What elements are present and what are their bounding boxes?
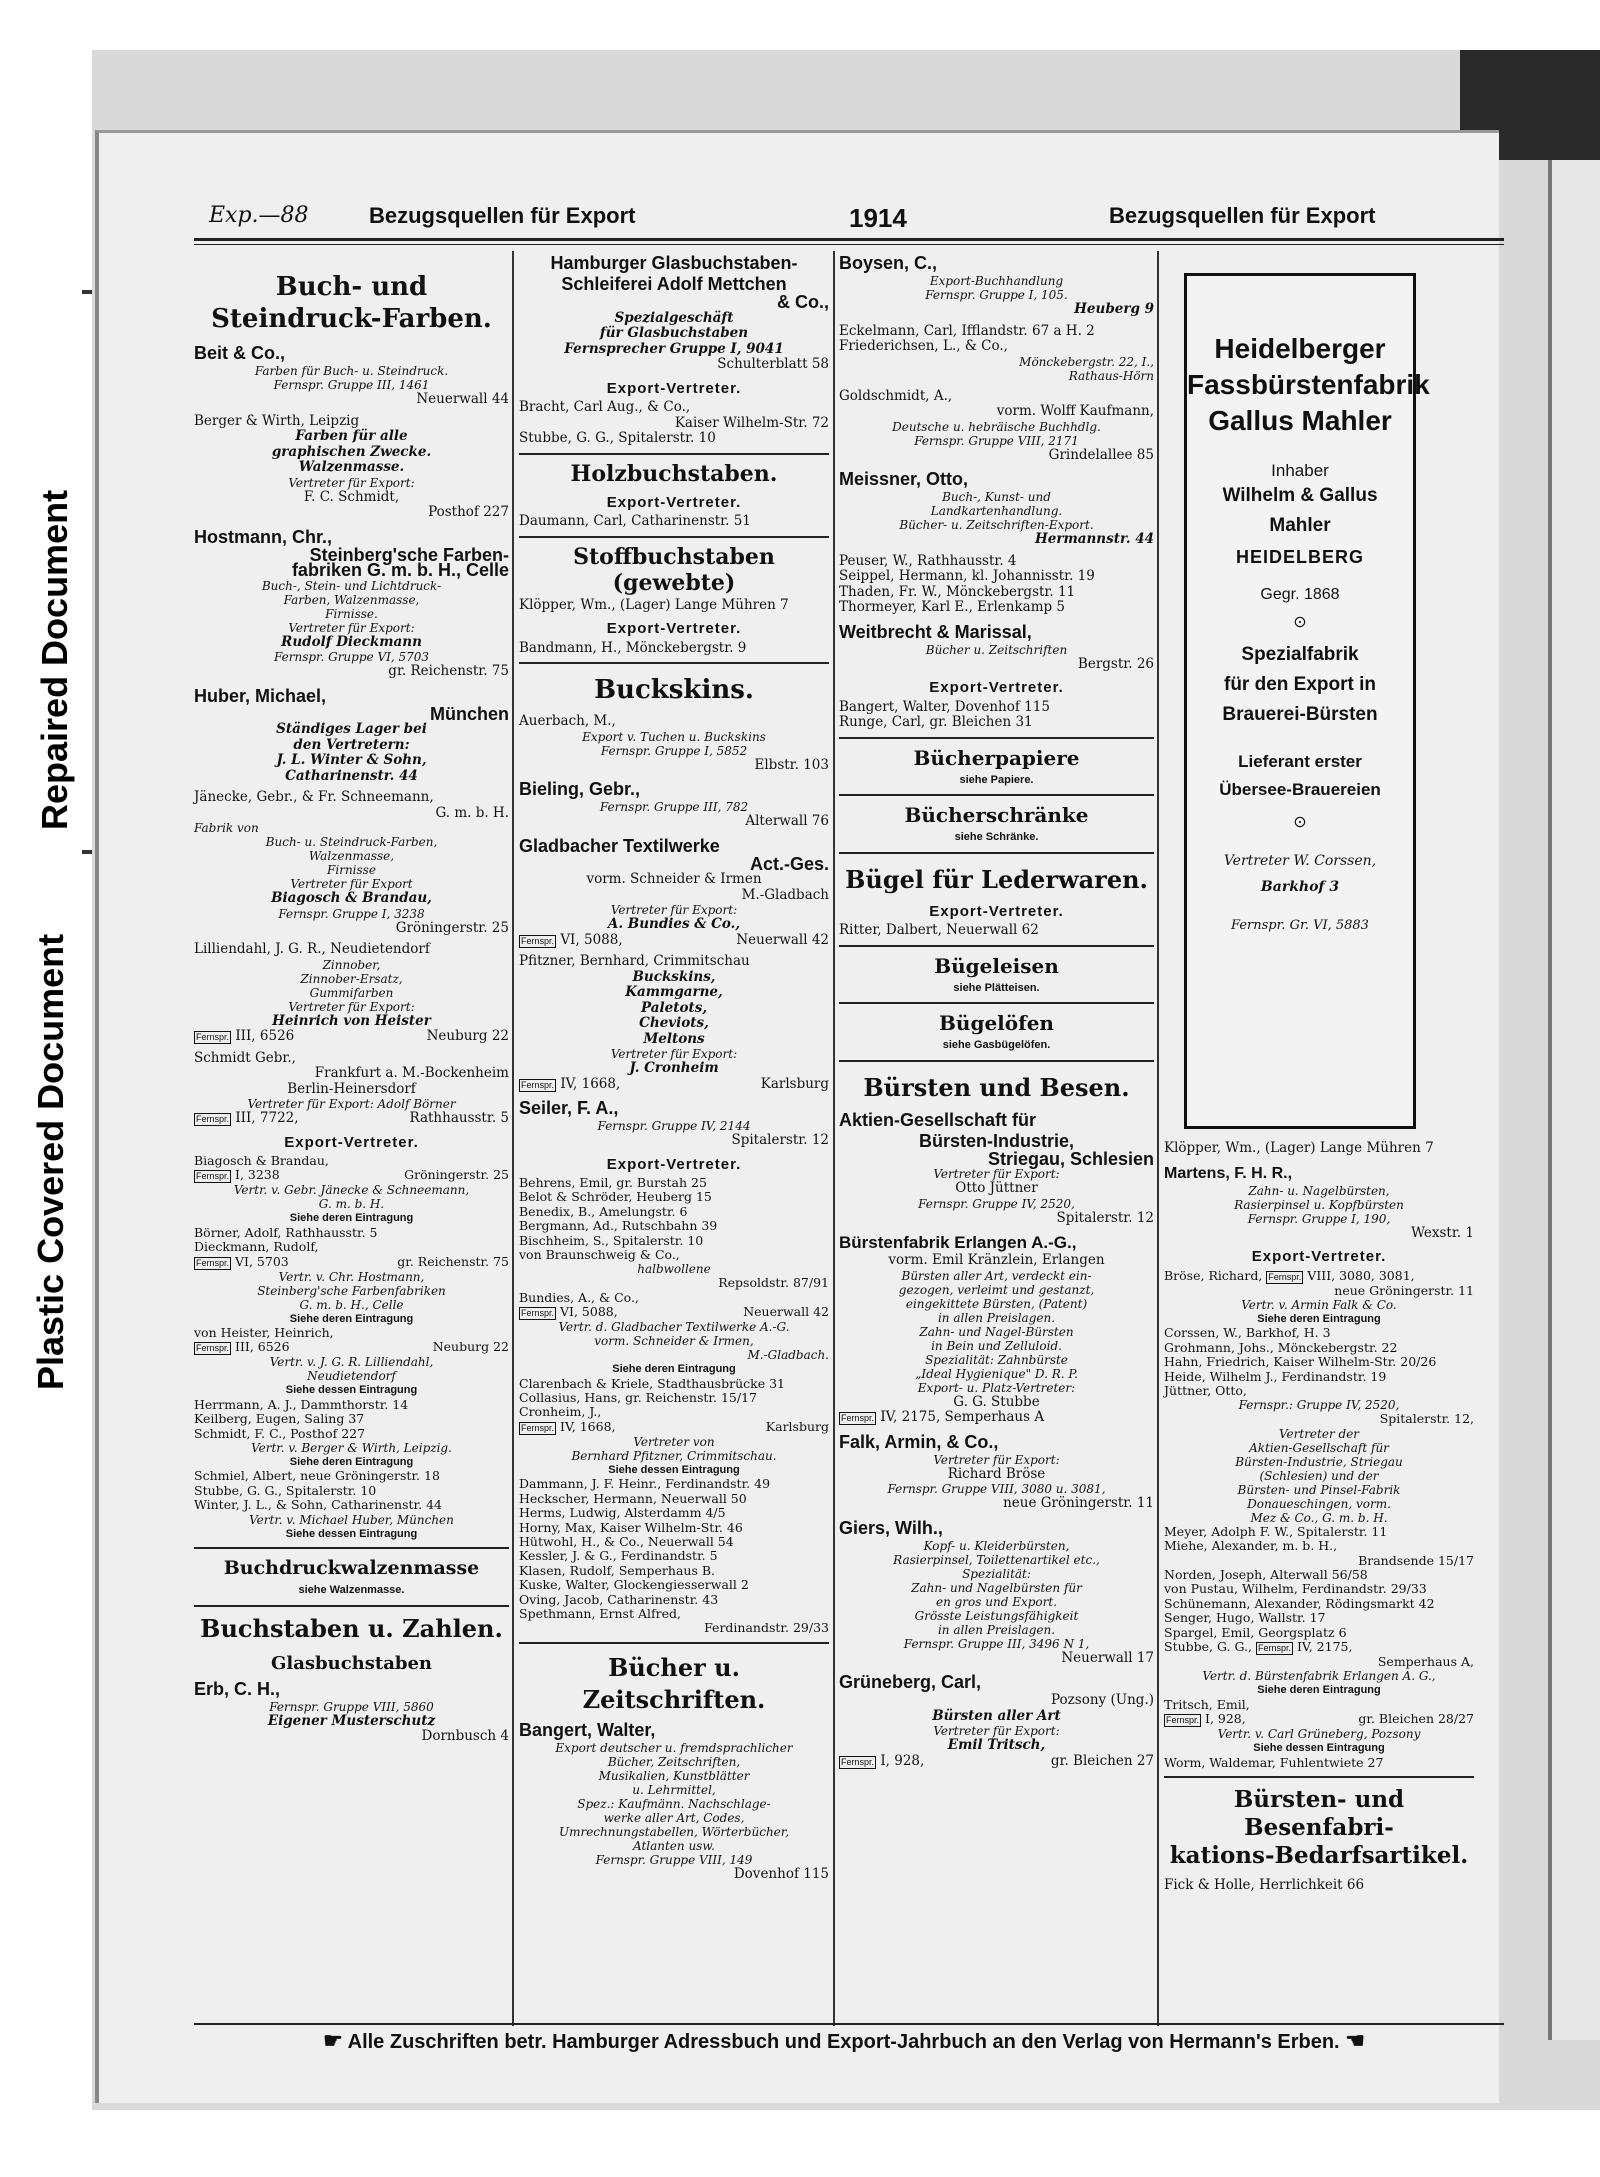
divider	[839, 1002, 1154, 1004]
telephone-icon: Fernspr.	[521, 1079, 555, 1090]
entry: Weitbrecht & Marissal, Bücher u. Zeitschriften Bergstr. 26	[839, 621, 1154, 672]
column-1: Buch- und Steindruck-Farben. Beit & Co., Farben für Buch- u. Steindruck. Fernspr. Gruppe III, 1461 Neuerwall 44 Berger & Wirth, Leipzig Farben für alle graphischen Zwecke. Walzenmasse. Vertreter für Export: F. C. Schmidt, Posthof 227 Hostmann, Chr., Steinberg'sche Farben- fabriken G. m. b. H., Celle Buch-, Stein- und Lichtdruck- Farben, Walzenmasse, Firnisse. Vertreter für Export: Rudolf Dieckmann Fernspr. Gruppe VI, 5703 gr. Reichenstr. 75 Huber, Michael, München Ständiges Lager bei den Vertretern: J. L. Winter & Sohn, Catharinenstr. 44 Jänecke, Gebr., & Fr. Schneemann, G. m. b. H. Fabrik von Buch- u. Steindruck-Farben, Walzenmasse, Firnisse Vertreter für Export Biagosch & Brandau, Fernspr. Gruppe I, 3238 Gröningerstr. 25 Lilliendahl, J. G. R., Neudietendorf Zinnober, Zinnober-Ersatz, Gummifarben Vertreter für Export: Heinrich von Heister Fernspr. III, 6526 Neuburg 22 Schmidt Gebr., Frankfurt a. M.-Bockenheim Berlin-Heinersdorf Vertreter für Export: Adolf Börner Fernspr. III, 7722, Rathhausstr. 5 Export-Vertreter. Biagosch & Brandau, Fernspr. I, 3238 Gröningerstr. 25 Vertr. v. Gebr. Jänecke & Schneemann, G. m. b. H. Siehe deren Eintragung Börner, Adolf, Rathhausstr. 5 Dieckmann, Rudolf, Fernspr. VI, 5703 gr. Reichenstr. 75 Vertr. v. Chr. Hostmann, Steinberg'sche Farbenfabriken G. m. b. H., Celle Siehe deren Eintragung von Heister, Heinrich, Fernspr. III, 6526 Neuburg 22 Vertr. v. J. G. R. Lilliendahl, Neudietendorf Siehe dessen Eintragung Herrmann, A. J., Dammthorstr. 14 Keilberg, Eugen, Saling 37 Schmidt, F. C., Posthof 227 Vertr. v. Berger & Wirth, Leipzig. Siehe deren Eintragung Schmiel, Albert, neue Gröningerstr. 18 Stubbe, G. G., Spitalerstr. 10 Winter, J. L., & Sohn, Catharinenstr. 44 Vertr. v. Michael Huber, München Siehe dessen Eintragung Buchdruckwalzenmasse siehe Walzenmasse. Buchstaben u. Zahlen. Glasbuchstaben Erb, C. H., Fernspr. Gruppe VIII, 5860 Eigener Musterschutz Dornbusch 4	[194, 272, 509, 1745]
footer-rule	[194, 2023, 1504, 2025]
header-rule	[194, 238, 1504, 241]
entry: Beit & Co., Farben für Buch- u. Steindruck. Fernspr. Gruppe III, 1461 Neuerwall 44	[194, 343, 509, 407]
export-list: Behrens, Emil, gr. Burstah 25 Belot & Schröder, Heuberg 15 Benedix, B., Amelungstr. 6 Bergmann, Ad., Rutschbahn 39 Bischheim, S., Spitalerstr. 10 von Braunschweig & Co., halbwollene Repsoldstr. 87/91 Bundies, A., & Co., Fernspr. VI, 5088, Neuerwall 42 Vertr. d. Gladbacher Textilwerke A.-G. vorm. Schneider & Irmen, M.-Gladbach. Siehe deren Eintragung Clarenbach & Kriele, Stadthausbrücke 31 Collasius, Hans, gr. Reichenstr. 15/17 Cronheim, J., Fernspr. IV, 1668, Karlsburg Vertreter von Bernhard Pfitzner, Crimmitschau. Siehe dessen Eintragung Dammann, J. F. Heinr., Ferdinandstr. 49 Heckscher, Hermann, Neuerwall 50 Herms, Ludwig, Alsterdamm 4/5 Horny, Max, Kaiser Wilhelm-Str. 46 Hütwohl, H., & Co., Neuerwall 54 Kessler, J. & G., Ferdinandstr. 5 Klasen, Rudolf, Semperhaus B. Kuske, Walter, Glockengiesserwall 2 Oving, Jacob, Catharinenstr. 43 Spethmann, Ernst Alfred, Ferdinandstr. 29/33	[519, 1175, 829, 1636]
telephone-icon: Fernspr.	[521, 935, 555, 946]
divider	[839, 794, 1154, 796]
section-heading: Bürsten- und Besenfabri-	[1233, 1786, 1405, 1842]
entry: Hostmann, Chr., Steinberg'sche Farben- fabriken G. m. b. H., Celle Buch-, Stein- und Lichtdruck- Farben, Walzenmasse, Firnisse. Vertreter für Export: Rudolf Dieckmann Fernspr. Gruppe VI, 5703 gr. Reichenstr. 75	[194, 526, 509, 679]
entry: Auerbach, M., Export v. Tuchen u. Buckskins Fernspr. Gruppe I, 5852 Elbstr. 103	[519, 713, 829, 773]
entry: Gladbacher Textilwerke Act.-Ges. vorm. Schneider & Irmen M.-Gladbach Vertreter für Export: A. Bundies & Co., Fernspr. VI, 5088, Neuerwall 42	[519, 835, 829, 948]
marker-tick	[82, 850, 92, 854]
ornament-icon: ⊙	[1293, 614, 1307, 631]
section-heading: Bügeleisen	[934, 953, 1059, 978]
telephone-icon: Fernspr.	[196, 1114, 230, 1124]
header-rule-thin	[194, 244, 1504, 245]
entry: Hamburger Glasbuchstaben- Schleiferei Adolf Mettchen & Co., Spezialgeschäft für Glasbuchstaben Fernsprecher Gruppe I, 9041 Schulterblatt 58	[550, 253, 829, 372]
entry: Aktien-Gesellschaft für Bürsten-Industrie, Striegau, Schlesien Vertreter für Export: Otto Jüttner Fernspr. Gruppe IV, 2520, Spitalerstr. 12	[839, 1109, 1154, 1226]
telephone-icon: Fernspr.	[196, 1171, 230, 1182]
divider	[194, 1547, 509, 1549]
divider	[519, 453, 829, 455]
entry: Bangert, Walter, Export deutscher u. fremdsprachlicher Bücher, Zeitschriften, Musikalien, Kunstblätter u. Lehrmittel, Spez.: Kaufmänn. Nachschlage- werke aller Art, Codes, Umrechnungstabellen, Wörterbücher, Atlanten usw. Fernspr. Gruppe VIII, 149 Dovenhof 115	[519, 1719, 829, 1882]
header-year: 1914	[849, 203, 907, 233]
entry: Falk, Armin, & Co., Vertreter für Export: Richard Bröse Fernspr. Gruppe VIII, 3080 u. 3081, neue Gröningerstr. 11	[839, 1431, 1154, 1511]
column-divider	[1157, 251, 1159, 2026]
entry: Huber, Michael, München Ständiges Lager bei den Vertretern: J. L. Winter & Sohn, Catharinenstr. 44	[194, 685, 509, 784]
section-heading: kations-Bedarfsartikel.	[1169, 1842, 1469, 1870]
export-list: Bröse, Richard, Fernspr. VIII, 3080, 3081, neue Gröningerstr. 11 Vertr. v. Armin Falk & Co. Siehe deren Eintragung Corssen, W., Barkhof, H. 3 Grohmann, Johs., Mönckebergstr. 22 Hahn, Friedrich, Kaiser Wilhelm-Str. 20/26 Heide, Wilhelm J., Ferdinandstr. 19 Jüttner, Otto, Fernspr.: Gruppe IV, 2520, Spitalerstr. 12, Vertreter der Aktien-Gesellschaft für Bürsten-Industrie, Striegau (Schlesien) und der Bürsten- und Pinsel-Fabrik Donaueschingen, vorm. Mez & Co., G. m. b. H. Meyer, Adolph F. W., Spitalerstr. 11 Miehe, Alexander, m. b. H., Brandsende 15/17 Norden, Joseph, Alterwall 56/58 von Pustau, Wilhelm, Ferdinandstr. 29/33 Schünemann, Alexander, Rödingsmarkt 42 Senger, Hugo, Wallstr. 17 Spargel, Emil, Georgsplatz 6 Stubbe, G. G., Fernspr. IV, 2175, Semperhaus A, Vertr. d. Bürstenfabrik Erlangen A. G., Siehe deren Eintragung Tritsch, Emil, Fernspr. I, 928, gr. Bleichen 28/27 Vertr. v. Carl Grüneberg, Pozsony Siehe dessen Eintragung Worm, Waldemar, Fuhlentwiete 27	[1164, 1267, 1474, 1770]
telephone-icon: Fernspr.	[521, 1422, 555, 1433]
divider	[519, 662, 829, 664]
section-heading: Bürsten und Besen.	[863, 1072, 1130, 1102]
entry: Bieling, Gebr., Fernspr. Gruppe III, 782 Alterwall 76	[519, 779, 829, 829]
entry: Pfitzner, Bernhard, Crimmitschau Buckskins, Kammgarne, Paletots, Cheviots, Meltons Vertreter für Export: J. Cronheim Fernspr. IV, 1668, Karlsburg	[519, 953, 829, 1092]
column-3: Boysen, C., Export-Buchhandlung Fernspr. Gruppe I, 105. Heuberg 9 Eckelmann, Carl, Ifflandstr. 67 a H. 2 Friederichsen, L., & Co., Mönckebergstr. 22, I., Rathaus-Hörn Goldschmidt, A., vorm. Wolff Kaufmann, Deutsche u. hebräische Buchhdlg. Fernspr. Gruppe VIII, 2171 Grindelallee 85 Meissner, Otto, Buch-, Kunst- und Landkartenhandlung. Bücher- u. Zeitschriften-Export. Hermannstr. 44 Peuser, W., Rathhausstr. 4 Seippel, Hermann, kl. Johannisstr. 19 Thaden, Fr. W., Mönckebergstr. 11 Thormeyer, Karl E., Erlenkamp 5 Weitbrecht & Marissal, Bücher u. Zeitschriften Bergstr. 26 Export-Vertreter. Bangert, Walter, Dovenhof 115 Runge, Carl, gr. Bleichen 31 Bücherpapiere siehe Papiere. Bücherschränke siehe Schränke. Bügel für Lederwaren. Export-Vertreter. Ritter, Dalbert, Neuerwall 62 Bügeleisen siehe Plätteisen. Bügelöfen siehe Gasbügelöfen. Bürsten und Besen. Aktien-Gesellschaft für Bürsten-Industrie, Striegau, Schlesien Vertreter für Export: Otto Jüttner Fernspr. Gruppe IV, 2520, Spitalerstr. 12 Bürstenfabrik Erlangen A.-G., vorm. Emil Kränzlein, Erlangen Bürsten aller Art, verdeckt ein- gezogen, verleimt und gestanzt, eingekittete Bürsten, (Patent) in allen Preislagen. Zahn- und Nagel-Bürsten in Bein und Zelluloid. Spezialität: Zahnbürste „Ideal Hygienique" D. R. P. Export- u. Platz-Vertreter: G. G. Stubbe Fernspr. IV, 2175, Semperhaus A Falk, Armin, & Co., Vertreter für Export: Richard Bröse Fernspr. Gruppe VIII, 3080 u. 3081, neue Gröningerstr. 11 Giers, Wilh., Kopf- u. Kleiderbürsten, Rasierpinsel, Toilettenartikel etc., Spezialität: Zahn- und Nagelbürsten für en gros und Export. Grösste Leistungsfähigkeit in allen Preislagen. Fernspr. Gruppe III, 3496 N 1, Neuerwall 17 Grüneberg, Carl, Pozsony (Ung.) Bürsten aller Art Vertreter für Export: Emil Tritsch, Fernspr. I, 928, gr. Bleichen 27	[839, 253, 1154, 1769]
export-list: Biagosch & Brandau, Fernspr. I, 3238 Gröningerstr. 25 Vertr. v. Gebr. Jänecke & Schneemann, G. m. b. H. Siehe deren Eintragung Börner, Adolf, Rathhausstr. 5 Dieckmann, Rudolf, Fernspr. VI, 5703 gr. Reichenstr. 75 Vertr. v. Chr. Hostmann, Steinberg'sche Farbenfabriken G. m. b. H., Celle Siehe deren Eintragung von Heister, Heinrich, Fernspr. III, 6526 Neuburg 22 Vertr. v. J. G. R. Lilliendahl, Neudietendorf Siehe dessen Eintragung Herrmann, A. J., Dammthorstr. 14 Keilberg, Eugen, Saling 37 Schmidt, F. C., Posthof 227 Vertr. v. Berger & Wirth, Leipzig. Siehe deren Eintragung Schmiel, Albert, neue Gröningerstr. 18 Stubbe, G. G., Spitalerstr. 10 Winter, J. L., & Sohn, Catharinenstr. 44 Vertr. v. Michael Huber, München Siehe dessen Eintragung	[194, 1153, 509, 1540]
entry: Goldschmidt, A., vorm. Wolff Kaufmann, Deutsche u. hebräische Buchhdlg. Fernspr. Gruppe VIII, 2171 Grindelallee 85	[839, 387, 1154, 463]
divider	[519, 1642, 829, 1644]
section-heading: Bücher u. Zeitschriften.	[582, 1652, 766, 1714]
next-page-edge	[1548, 160, 1600, 2040]
ornament-icon: ⊙	[1293, 814, 1307, 831]
section-heading: Bügel für Lederwaren.	[845, 864, 1148, 894]
divider	[839, 945, 1154, 947]
divider	[839, 737, 1154, 739]
header-title-right: Bezugsquellen für Export	[1109, 203, 1376, 228]
column-2: Hamburger Glasbuchstaben- Schleiferei Adolf Mettchen & Co., Spezialgeschäft für Glasbuchstaben Fernsprecher Gruppe I, 9041 Schulterblatt 58 Export-Vertreter. Bracht, Carl Aug., & Co., Kaiser Wilhelm-Str. 72 Stubbe, G. G., Spitalerstr. 10 Holzbuchstaben. Export-Vertreter. Daumann, Carl, Catharinenstr. 51 Stoffbuchstaben (gewebte) Klöpper, Wm., (Lager) Lange Mühren 7 Export-Vertreter. Bandmann, H., Mönckebergstr. 9 Buckskins. Auerbach, M., Export v. Tuchen u. Buckskins Fernspr. Gruppe I, 5852 Elbstr. 103 Bieling, Gebr., Fernspr. Gruppe III, 782 Alterwall 76 Gladbacher Textilwerke Act.-Ges. vorm. Schneider & Irmen M.-Gladbach Vertreter für Export: A. Bundies & Co., Fernspr. VI, 5088, Neuerwall 42 Pfitzner, Bernhard, Crimmitschau Buckskins, Kammgarne, Paletots, Cheviots, Meltons Vertreter für Export: J. Cronheim Fernspr. IV, 1668, Karlsburg Seiler, F. A., Fernspr. Gruppe IV, 2144 Spitalerstr. 12 Export-Vertreter. Behrens, Emil, gr. Burstah 25 Belot & Schröder, Heuberg 15 Benedix, B., Amelungstr. 6 Bergmann, Ad., Rutschbahn 39 Bischheim, S., Spitalerstr. 10 von Braunschweig & Co., halbwollene Repsoldstr. 87/91 Bundies, A., & Co., Fernspr. VI, 5088, Neuerwall 42 Vertr. d. Gladbacher Textilwerke A.-G. vorm. Schneider & Irmen, M.-Gladbach. Siehe deren Eintragung Clarenbach & Kriele, Stadthausbrücke 31 Collasius, Hans, gr. Reichenstr. 15/17 Cronheim, J., Fernspr. IV, 1668, Karlsburg Vertreter von Bernhard Pfitzner, Crimmitschau. Siehe dessen Eintragung Dammann, J. F. Heinr., Ferdinandstr. 49 Heckscher, Hermann, Neuerwall 50 Herms, Ludwig, Alsterdamm 4/5 Horny, Max, Kaiser Wilhelm-Str. 46 Hütwohl, H., & Co., Neuerwall 54 Kessler, J. & G., Ferdinandstr. 5 Klasen, Rudolf, Semperhaus B. Kuske, Walter, Glockengiesserwall 2 Oving, Jacob, Catharinenstr. 43 Spethmann, Ernst Alfred, Ferdinandstr. 29/33 Bücher u. Zeitschriften. Bangert, Walter, Export deutscher u. fremdsprachlicher Bücher, Zeitschriften, Musikalien, Kunstblätter u. Lehrmittel, Spez.: Kaufmänn. Nachschlage- werke aller Art, Codes, Umrechnungstabellen, Wörterbücher, Atlanten usw. Fernspr. Gruppe VIII, 149 Dovenhof 115	[519, 253, 829, 1882]
entry: Grüneberg, Carl, Pozsony (Ung.) Bürsten aller Art Vertreter für Export: Emil Tritsch, Fernspr. I, 928, gr. Bleichen 27	[839, 1672, 1154, 1769]
telephone-icon: Fernspr.	[1257, 1643, 1291, 1653]
document-page	[95, 130, 1499, 2103]
column-divider	[833, 251, 835, 2026]
entry: Seiler, F. A., Fernspr. Gruppe IV, 2144 Spitalerstr. 12	[519, 1098, 829, 1148]
page-footer	[194, 2028, 1494, 2054]
section-heading: Buch- und Steindruck-Farben.	[211, 272, 492, 334]
advertisement-box: Heidelberger Fassbürstenfabrik Gallus Mahler Inhaber Wilhelm & Gallus Mahler HEIDELBERG Gegr. 1868 ⊙ Spezialfabrik für den Export in Brauerei-Bürsten Lieferant erster Übersee-Brauereien ⊙ Vertreter W. Corssen, Barkhof 3 Fernspr. Gr. VI, 5883	[1184, 273, 1416, 1129]
entry: Bürstenfabrik Erlangen A.-G., vorm. Emil Kränzlein, Erlangen Bürsten aller Art, verdeckt ein- gezogen, verleimt und gestanzt, eingekittete Bürsten, (Patent) in allen Preislagen. Zahn- und Nagel-Bürsten in Bein und Zelluloid. Spezialität: Zahnbürste „Ideal Hygienique" D. R. P. Export- u. Platz-Vertreter: G. G. Stubbe Fernspr. IV, 2175, Semperhaus A	[839, 1233, 1105, 1425]
column-4: Klöpper, Wm., (Lager) Lange Mühren 7 Martens, F. H. R., Zahn- u. Nagelbürsten, Rasierpinsel u. Kopfbürsten Fernspr. Gruppe I, 190, Wexstr. 1 Export-Vertreter. Bröse, Richard, Fernspr. VIII, 3080, 3081, neue Gröningerstr. 11 Vertr. v. Armin Falk & Co. Siehe deren Eintragung Corssen, W., Barkhof, H. 3 Grohmann, Johs., Mönckebergstr. 22 Hahn, Friedrich, Kaiser Wilhelm-Str. 20/26 Heide, Wilhelm J., Ferdinandstr. 19 Jüttner, Otto, Fernspr.: Gruppe IV, 2520, Spitalerstr. 12, Vertreter der Aktien-Gesellschaft für Bürsten-Industrie, Striegau (Schlesien) und der Bürsten- und Pinsel-Fabrik Donaueschingen, vorm. Mez & Co., G. m. b. H. Meyer, Adolph F. W., Spitalerstr. 11 Miehe, Alexander, m. b. H., Brandsende 15/17 Norden, Joseph, Alterwall 56/58 von Pustau, Wilhelm, Ferdinandstr. 29/33 Schünemann, Alexander, Rödingsmarkt 42 Senger, Hugo, Wallstr. 17 Spargel, Emil, Georgsplatz 6 Stubbe, G. G., Fernspr. IV, 2175, Semperhaus A, Vertr. d. Bürstenfabrik Erlangen A. G., Siehe deren Eintragung Tritsch, Emil, Fernspr. I, 928, gr. Bleichen 28/27 Vertr. v. Carl Grüneberg, Pozsony Siehe dessen Eintragung Worm, Waldemar, Fuhlentwiete 27 Bürsten- und Besenfabri- kations-Bedarfsartikel. Fick & Holle, Herrlichkeit 66	[1164, 1140, 1474, 1894]
plastic-covered-tag: Plastic Covered Document	[30, 933, 71, 1390]
telephone-icon: Fernspr.	[1166, 1715, 1200, 1726]
section-heading: Bügelöfen	[939, 1011, 1054, 1035]
section-heading: Stoffbuchstaben (gewebte)	[573, 543, 775, 596]
marker-tick	[82, 290, 92, 294]
column-divider	[512, 251, 514, 2026]
section-heading: Buckskins.	[594, 675, 754, 705]
entry: Berger & Wirth, Leipzig Farben für alle graphischen Zwecke. Walzenmasse. Vertreter für Export: F. C. Schmidt, Posthof 227	[194, 412, 509, 520]
divider	[839, 852, 1154, 854]
entry: Lilliendahl, J. G. R., Neudietendorf Zinnober, Zinnober-Ersatz, Gummifarben Vertreter für Export: Heinrich von Heister Fernspr. III, 6526 Neuburg 22	[194, 941, 509, 1044]
page-number: Exp.—88	[209, 203, 309, 228]
telephone-icon: Fernspr.	[841, 1413, 875, 1423]
footer-text: Alle Zuschriften betr. Hamburger Adressbuch und Export-Jahrbuch an den Verlag von Hermann's Erben.	[347, 2031, 1340, 2053]
section-heading: Bücherschränke	[904, 803, 1089, 827]
entry: Giers, Wilh., Kopf- u. Kleiderbürsten, Rasierpinsel, Toilettenartikel etc., Spezialität: Zahn- und Nagelbürsten für en gros und Export. Grösste Leistungsfähigkeit in allen Preislagen. Fernspr. Gruppe III, 3496 N 1, Neuerwall 17	[839, 1517, 1154, 1666]
telephone-icon: Fernspr.	[841, 1756, 875, 1767]
divider	[1164, 1776, 1474, 1778]
telephone-icon: Fernspr.	[196, 1032, 230, 1042]
pointing-hand-icon: ☚	[1345, 2028, 1365, 2053]
divider	[839, 1060, 1154, 1062]
pointing-hand-icon: ☛	[323, 2028, 343, 2053]
page-header	[209, 203, 1499, 233]
entry: Erb, C. H., Fernspr. Gruppe VIII, 5860 Eigener Musterschutz Dornbusch 4	[194, 1678, 509, 1745]
telephone-icon: Fernspr.	[196, 1257, 230, 1268]
entry: Meissner, Otto, Buch-, Kunst- und Landkartenhandlung. Bücher- u. Zeitschriften-Export. Hermannstr. 44	[839, 469, 1154, 547]
entry: Boysen, C., Export-Buchhandlung Fernspr. Gruppe I, 105. Heuberg 9	[839, 253, 1154, 317]
telephone-icon: Fernspr.	[1268, 1271, 1302, 1282]
divider	[194, 1605, 509, 1607]
section-heading: Buchdruckwalzenmasse	[223, 1557, 480, 1580]
header-title-left: Bezugsquellen für Export	[369, 203, 636, 228]
section-heading: Bücherpapiere	[913, 745, 1080, 770]
repaired-document-tag: Repaired Document	[34, 489, 75, 830]
section-subheading: Glasbuchstaben	[271, 1652, 432, 1674]
telephone-icon: Fernspr.	[196, 1343, 230, 1354]
entry: Martens, F. H. R., Zahn- u. Nagelbürsten, Rasierpinsel u. Kopfbürsten Fernspr. Gruppe I, 190, Wexstr. 1	[1164, 1164, 1474, 1241]
divider	[519, 536, 829, 538]
section-heading: Holzbuchstaben.	[570, 460, 778, 487]
entry: Jänecke, Gebr., & Fr. Schneemann, G. m. b. H. Fabrik von Buch- u. Steindruck-Farben, Walzenmasse, Firnisse Vertreter für Export Biagosch & Brandau, Fernspr. Gruppe I, 3238 Gröningerstr. 25	[194, 789, 509, 936]
telephone-icon: Fernspr.	[521, 1308, 555, 1319]
section-heading: Buchstaben u. Zahlen.	[200, 1613, 503, 1643]
entry: Schmidt Gebr., Frankfurt a. M.-Bockenheim Berlin-Heinersdorf Vertreter für Export: Adolf Börner Fernspr. III, 7722, Rathhausstr. 5	[194, 1049, 509, 1126]
section-subheading: Export-Vertreter.	[284, 1133, 419, 1151]
